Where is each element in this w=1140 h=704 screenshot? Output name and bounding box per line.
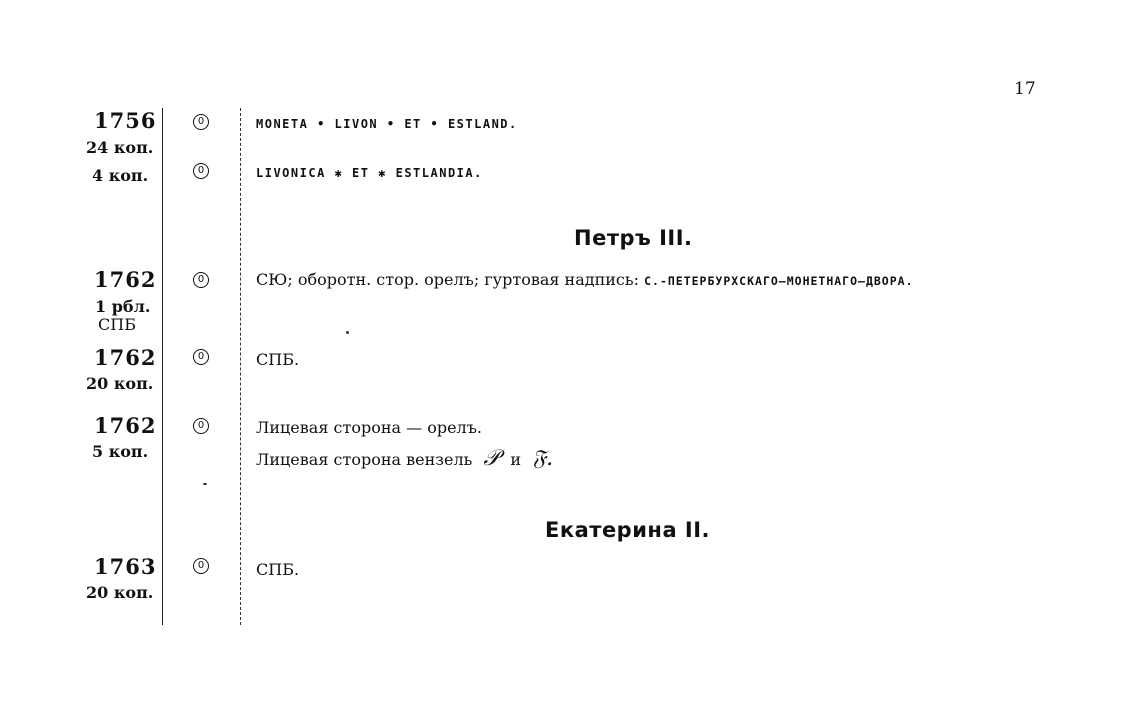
entry-inscription: MONETA • LIVON • ET • ESTLAND. [256,117,518,131]
entry-year: 1762 [94,345,157,370]
monogram-p: 𝒫 [483,446,500,471]
mark-icon: 0 [193,114,209,130]
entry-year: 1762 [94,413,157,438]
entry-description-text: СЮ; оборотн. стор. орелъ; гуртовая надпись: [256,270,639,289]
entry-year: 1763 [94,554,157,579]
edge-inscription: С.-ПЕТЕРБУРХСКАГО—МОНЕТНАГО—ДВОРА. [644,274,914,288]
entry-description: СПБ. [256,350,300,369]
monogram-f: 𝔉. [532,446,554,471]
entry-mint: СПБ [98,315,136,334]
entry-denomination: 1 рбл. [95,297,151,316]
stray-dot [203,483,207,485]
mark-icon: 0 [193,349,209,365]
entry-description-monogram [256,446,553,471]
entry-description [256,270,914,289]
year-column-rule [162,108,163,625]
conjunction: и [510,450,522,469]
mark-icon: 0 [193,272,209,288]
entry-inscription: LIVONICA ✱ ET ✱ ESTLANDIA. [256,166,483,180]
entry-denomination: 20 коп. [86,583,154,602]
page-number: 17 [1014,79,1036,99]
stray-dot [346,331,349,334]
entry-denomination: 5 коп. [92,442,149,461]
entry-denomination: 24 коп. [86,138,154,157]
section-heading: Петръ III. [574,226,693,250]
text-column-rule [240,108,241,625]
entry-year: 1756 [94,108,157,133]
entry-denomination: 4 коп. [92,166,149,185]
mark-icon: 0 [193,418,209,434]
entry-denomination: 20 коп. [86,374,154,393]
entry-description-text: Лицевая сторона вензель [256,450,473,469]
entry-description: СПБ. [256,560,300,579]
entry-year: 1762 [94,267,157,292]
mark-icon: 0 [193,558,209,574]
mark-icon: 0 [193,163,209,179]
section-heading: Екатерина II. [545,518,711,542]
entry-description: Лицевая сторона — орелъ. [256,418,482,437]
